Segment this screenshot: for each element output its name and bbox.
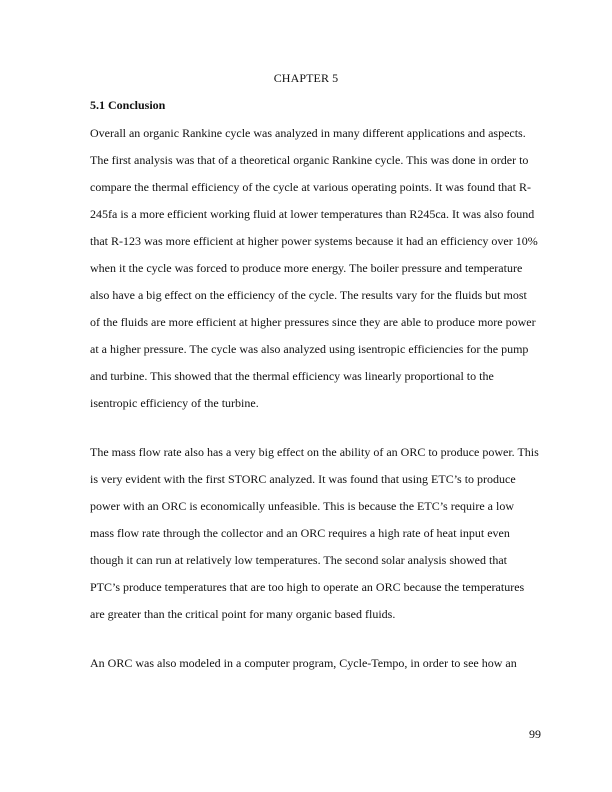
text-line: An ORC was also modeled in a computer program, Cycle-Tempo, in order to see how an — [90, 656, 517, 670]
text-line: when it the cycle was forced to produce more energy. The boiler pressure and temperature — [90, 261, 523, 275]
chapter-title: CHAPTER 5 — [273, 71, 339, 85]
text-line: Overall an organic Rankine cycle was analyzed in many different applications and aspects. — [90, 126, 526, 140]
paragraph-2 — [90, 439, 546, 628]
text-line: are greater than the critical point for many organic based fluids. — [90, 607, 396, 621]
text-line: of the fluids are more efficient at higher pressures since they are able to produce more power — [90, 315, 536, 329]
text-line: PTC’s produce temperatures that are too high to operate an ORC because the temperatures — [90, 580, 525, 594]
text-line: is very evident with the first STORC analyzed. It was found that using ETC’s to produce — [90, 472, 516, 486]
paragraph-1 — [90, 120, 546, 417]
page-number: 99 — [529, 727, 541, 741]
text-line: at a higher pressure. The cycle was also analyzed using isentropic efficiencies for the pump — [90, 342, 529, 356]
section-heading: 5.1 Conclusion — [90, 98, 166, 112]
text-line: The mass flow rate also has a very big effect on the ability of an ORC to produce power. This — [90, 445, 539, 459]
text-line: that R-123 was more efficient at higher power systems because it had an efficiency over 10% — [90, 234, 538, 248]
text-line: also have a big effect on the efficiency of the cycle. The results vary for the fluids but most — [90, 288, 527, 302]
text-line: though it can run at relatively low temperatures. The second solar analysis showed that — [90, 553, 507, 567]
text-line: isentropic efficiency of the turbine. — [90, 396, 259, 410]
text-line: 245fa is a more efficient working fluid at lower temperatures than R245ca. It was also found — [90, 207, 535, 221]
text-line: The first analysis was that of a theoretical organic Rankine cycle. This was done in order to — [90, 153, 529, 167]
paragraph-3 — [90, 650, 546, 677]
text-line: mass flow rate through the collector and an ORC requires a high rate of heat input even — [90, 526, 510, 540]
text-line: power with an ORC is economically unfeasible. This is because the ETC’s require a low — [90, 499, 515, 513]
text-line: compare the thermal efficiency of the cycle at various operating points. It was found that R- — [90, 180, 531, 194]
text-line: and turbine. This showed that the thermal efficiency was linearly proportional to the — [90, 369, 494, 383]
